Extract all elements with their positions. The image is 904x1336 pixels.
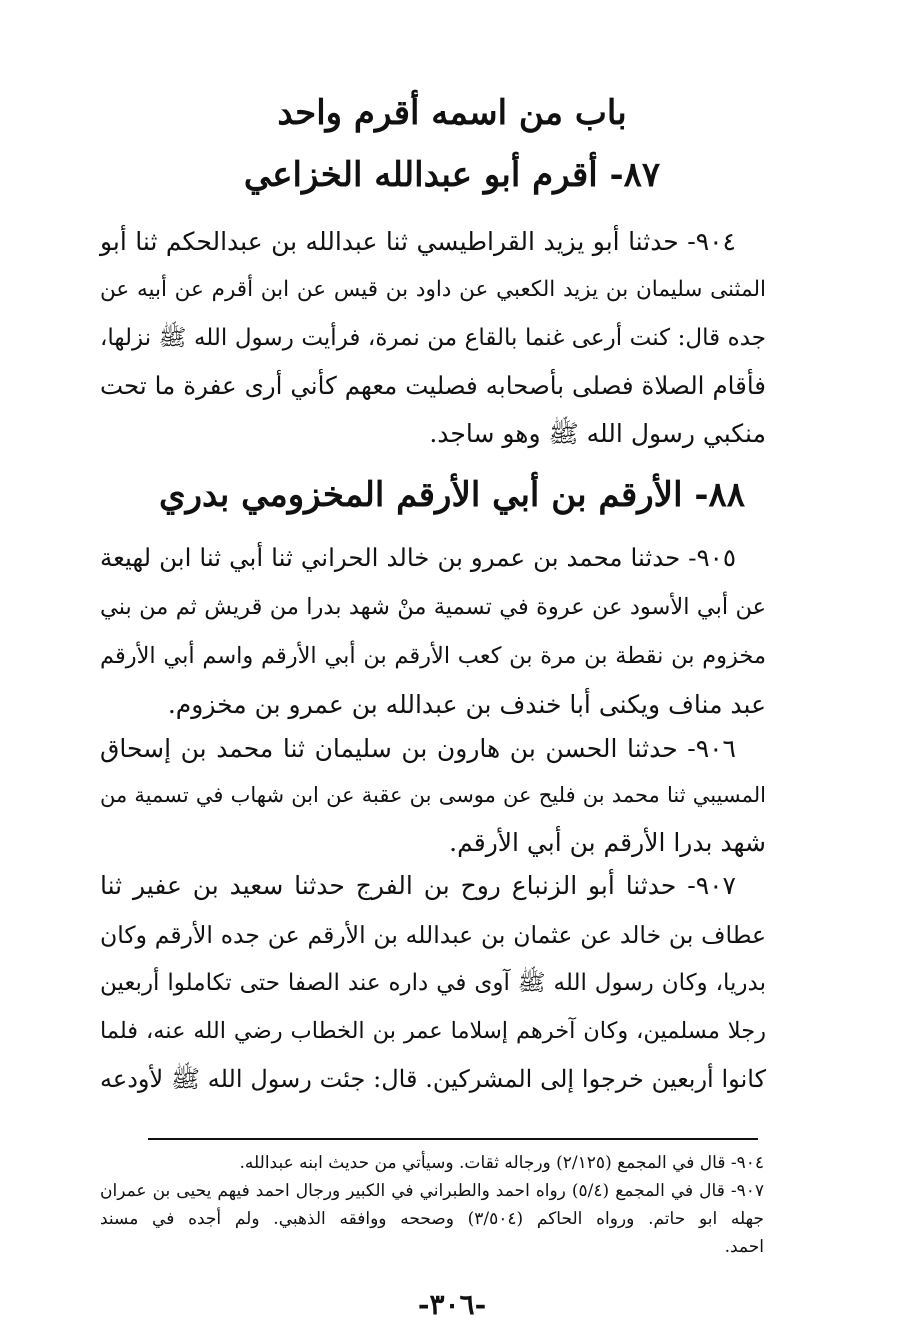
hadith-904-line-5: منكبي رسول الله ﷺ وهو ساجد. bbox=[429, 419, 766, 448]
footnote-907-line-1: ٩٠٧- قال في المجمع (٥/٤) رواه احمد والطبراني في الكبير ورجال احمد فيهم يحيى بن عمران bbox=[100, 1181, 764, 1201]
hadith-904-line-4: فأقام الصلاة فصلى بأصحابه فصليت معهم كأني أرى عفرة ما تحت bbox=[100, 371, 766, 400]
hadith-907-line-3: بدريا، وكان رسول الله ﷺ آوى في داره عند الصفا حتى تكاملوا أربعين bbox=[100, 970, 766, 996]
hadith-907-line-1: ٩٠٧- حدثنا أبو الزنباع روح بن الفرج حدثنا سعيد بن عفير ثنا bbox=[100, 871, 736, 900]
hadith-907-line-4: رجلا مسلمين، وكان آخرهم إسلاما عمر بن الخطاب رضي الله عنه، فلما bbox=[100, 1018, 766, 1044]
hadith-904-line-3: جده قال: كنت أرعى غنما بالقاع من نمرة، فرأيت رسول الله ﷺ نزلها، bbox=[100, 325, 766, 351]
hadith-905-line-3: مخزوم بن نقطة بن مرة بن كعب الأرقم بن أبي الأرقم واسم أبي الأرقم bbox=[100, 643, 766, 669]
section-title-88: ٨٨- الأرقم بن أبي الأرقم المخزومي بدري bbox=[158, 475, 745, 515]
hadith-904-line-2: المثنى سليمان بن يزيد الكعبي عن داود بن قيس عن ابن أقرم عن أبيه عن bbox=[100, 277, 766, 302]
hadith-906-line-1: ٩٠٦- حدثنا الحسن بن هارون بن سليمان ثنا محمد بن إسحاق bbox=[100, 734, 736, 763]
footnote-907-line-2: جهله ابو حاتم. ورواه الحاكم (٣/٥٠٤) وصححه ووافقه الذهبي. ولم أجده في مسند bbox=[100, 1209, 764, 1229]
hadith-906-line-3: شهد بدرا الأرقم بن أبي الأرقم. bbox=[449, 828, 766, 857]
hadith-904-line-1: ٩٠٤- حدثنا أبو يزيد القراطيسي ثنا عبدالله بن عبدالحكم ثنا أبو bbox=[100, 227, 736, 256]
chapter-title: باب من اسمه أقرم واحد bbox=[277, 93, 627, 133]
footnote-904: ٩٠٤- قال في المجمع (٢/١٢٥) ورجاله ثقات. وسيأتي من حديث ابنه عبدالله. bbox=[239, 1153, 764, 1173]
hadith-905-line-1: ٩٠٥- حدثنا محمد بن عمرو بن خالد الحراني ثنا أبي ثنا ابن لهيعة bbox=[100, 543, 736, 572]
page-number: -٣٠٦- bbox=[417, 1288, 487, 1321]
footnote-divider bbox=[148, 1138, 758, 1140]
footnote-907-line-3: احمد. bbox=[724, 1237, 764, 1257]
hadith-905-line-2: عن أبي الأسود عن عروة في تسمية منْ شهد بدرا من قريش ثم من بني bbox=[100, 594, 766, 620]
hadith-907-line-2: عطاف بن خالد عن عثمان بن عبدالله بن الأرقم عن جده الأرقم وكان bbox=[100, 921, 766, 949]
hadith-905-line-4: عبد مناف ويكنى أبا خندف بن عبدالله بن عمرو بن مخزوم. bbox=[167, 690, 766, 719]
hadith-906-line-2: المسيبي ثنا محمد بن فليح عن موسى بن عقبة عن ابن شهاب في تسمية من bbox=[100, 783, 766, 807]
hadith-907-line-5: كانوا أربعين خرجوا إلى المشركين. قال: جئت رسول الله ﷺ لأودعه bbox=[100, 1065, 766, 1093]
section-title-87: ٨٧- أقرم أبو عبدالله الخزاعي bbox=[243, 155, 661, 195]
